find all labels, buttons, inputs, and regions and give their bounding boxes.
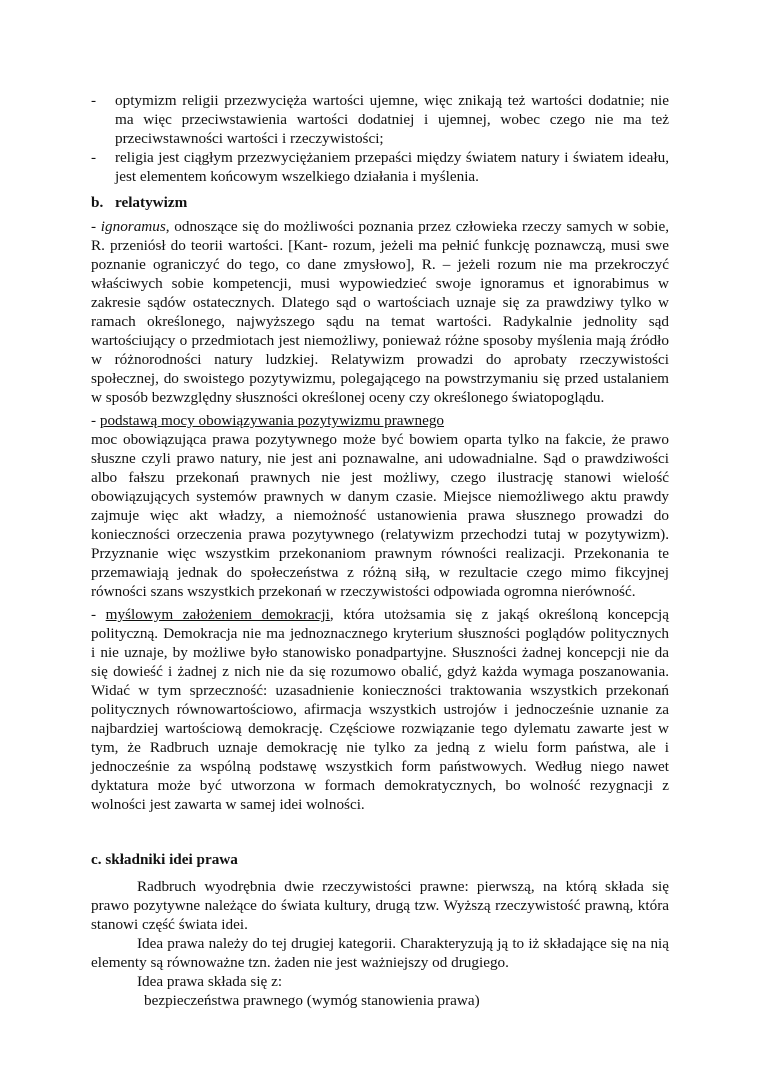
paragraph-ignoramus xyxy=(91,217,669,407)
paragraph-dash: - xyxy=(91,606,106,623)
paragraph-demokracja xyxy=(91,605,669,814)
paragraph-idea xyxy=(91,934,669,972)
text-line: zajmuje więc akt władzy, a niemożność ustanowienia prawa słusznego prowadzi do xyxy=(91,507,669,524)
bullet-dash: - xyxy=(91,92,97,109)
text-line: wolności jest zawarta w samej idei wolności. xyxy=(91,796,365,813)
text-line: Radbruch wyodrębnia dwie rzeczywistości prawne: pierwszą, na którą składa się xyxy=(137,878,669,895)
text-line: optymizm religii przezwycięża wartości ujemne, więc znikają też wartości dodatnie; nie xyxy=(115,92,669,109)
bullet-dash: - xyxy=(91,149,97,166)
text-line xyxy=(91,605,669,624)
text-line: konieczności orzeczenia prawa pozytywnego (relatywizm przechodzi tutaj w pozytywizm). xyxy=(91,526,669,543)
text-line: politycznych równowartościowo, afirmacja wszystkich ustrojów i jednocześnie uznanie za xyxy=(91,701,669,718)
text-line: polityczną. Demokracja nie ma jednoznacznego kryterium słuszności poglądów politycznych xyxy=(91,625,669,642)
text-line: w sposób bezwzględny słuszności określonej oceny czy określonego światopoglądu. xyxy=(91,389,605,406)
text-line: właściwych sobie kompetencji, musi wypowiedzieć swoje ignoramus et ignorabimus w xyxy=(91,275,669,292)
text-line: Idea prawa należy do tej drugiej kategorii. Charakteryzują ją to iż składające się na nią xyxy=(137,935,669,952)
paragraph-radbruch xyxy=(91,877,669,934)
text-line: najbardziej wartościową demokrację. Częściowe rozwiązanie tego dylematu zawarte jest w xyxy=(91,720,669,737)
text-line: jest elementem końcowym wszelkiego działania i myślenia. xyxy=(115,168,479,185)
text-line: przemawiają jednak do społeczeństwa z różną siłą, w rezultacie czego mimo fikcyjnej xyxy=(91,564,669,581)
text-line: wartościujący o przedmiotach jest niemożliwy, ponieważ różne sposoby myślenia mają źródło xyxy=(91,332,669,349)
text-line: i nie uznaje, by możliwe było stanowisko ponadpartyjne. Słuszności żadnej koncepcji nie da xyxy=(91,644,669,661)
document-content xyxy=(91,91,669,1010)
section-title: relatywizm xyxy=(115,194,188,211)
text-line: ma więc przeciwstawienia wartości dodatniej i ujemnej, wobec czego nie ma też xyxy=(115,111,669,128)
text-line: stanowi część świata idei. xyxy=(91,916,248,933)
paragraph-pozytywizm xyxy=(91,411,669,601)
text-line: elementy są równoważne tzn. żaden nie jest ważniejszy od drugiego. xyxy=(91,954,509,971)
bullet-item xyxy=(91,148,669,186)
text-line xyxy=(91,411,669,430)
bullet-item xyxy=(91,91,669,148)
text-line xyxy=(91,217,669,236)
text-line: słuszne czyli prawo natury, nie jest ani poznawalne, ani udowadnialne. Sąd o prawdziwości xyxy=(91,450,669,467)
text-line: przeciwstawności wartości i rzeczywistości; xyxy=(115,130,384,147)
section-heading-b xyxy=(91,193,669,212)
paragraph-dash: - xyxy=(91,412,100,429)
text-line: albo fałszu przekonań prawnych nie jest możliwy, czego ilustrację stanowi wielość xyxy=(91,469,669,486)
text-line: R. przeniósł do teorii wartości. [Kant- rozum, jeżeli ma pełnić funkcję poznawczą, musi swe xyxy=(91,237,669,254)
underlined-title: myślowym założeniem demokracji xyxy=(105,606,330,623)
text-line: społecznej, do swoistego pozytywizmu, polegającego na powstrzymaniu się przed ustalaniem xyxy=(91,370,669,387)
text-line: Widać w tym sprzeczność: uzasadnienie konieczności traktowania wszystkich przekonań xyxy=(91,682,669,699)
text-line: jednocześnie za wspólną podstawę wszystkich form państwowych. Według niego nawet xyxy=(91,758,669,775)
text-line: równości szans wszystkich przekonań w rzeczywistości odpowiada ogromna nierówność. xyxy=(91,583,636,600)
paragraph-dash: - xyxy=(91,218,101,235)
text-line: w różnorodności natury ludzkiej. Relatywizm prowadzi do aprobaty rzeczywistości xyxy=(91,351,669,368)
text-line: religia jest ciągłym przezwyciężaniem przepaści między światem natury i światem ideału, xyxy=(115,149,669,166)
text-line: ramach określonego, najwyższego sądu na temat wartości. Radykalnie jednolity sąd xyxy=(91,313,669,330)
text-line: zakresie sądów ostatecznych. Dlatego sąd o wartościach uznaje się za prawdziwy tylko w xyxy=(91,294,669,311)
section-heading-c: c. składniki idei prawa xyxy=(91,851,238,868)
text-line: prawo pozytywne należące do świata kultury, drugą tzw. Wyższą rzeczywistość prawną, która xyxy=(91,897,669,914)
underlined-title: podstawą mocy obowiązywania pozytywizmu prawnego xyxy=(99,412,445,429)
text-line: tym, że Radbruch uznaje demokrację nie tylko za jedną z wielu form państwa, ale i xyxy=(91,739,669,756)
text-fragment: , odnoszące się do możliwości poznania przez człowieka rzeczy samych w sobie, xyxy=(165,218,669,235)
text-fragment: , która utożsamia się z jakąś określoną koncepcją xyxy=(329,606,670,623)
text-line: się dowieść i żadnej z nich nie da się rozumowo obalić, gdyż każda wymaga poszanowania. xyxy=(91,663,669,680)
text-line: Przyznanie więc wszystkim przekonaniom prawnym równości realizacji. Przekonania te xyxy=(91,545,669,562)
text-line: Idea prawa składa się z: xyxy=(137,973,283,990)
text-line: moc obowiązująca prawa pozytywnego może być bowiem oparta tylko na fakcie, że prawo xyxy=(91,431,669,448)
section-letter: b. xyxy=(91,194,104,211)
list-item xyxy=(91,991,669,1010)
term-ignoramus: ignoramus xyxy=(100,218,166,235)
text-line: poznanie ograniczyć do tego, co dane zmysłowo], R. – jeżeli rozum nie ma przekroczyć xyxy=(91,256,669,273)
text-line: obowiązujących systemów prawnych w danym czasie. Miejsce niemożliwego aktu prawdy xyxy=(91,488,669,505)
text-line: bezpieczeństwa prawnego (wymóg stanowienia prawa) xyxy=(144,992,480,1009)
text-line: dyktatura może być utworzona w formach demokratycznych, bo wolność rezygnacji z xyxy=(91,777,669,794)
